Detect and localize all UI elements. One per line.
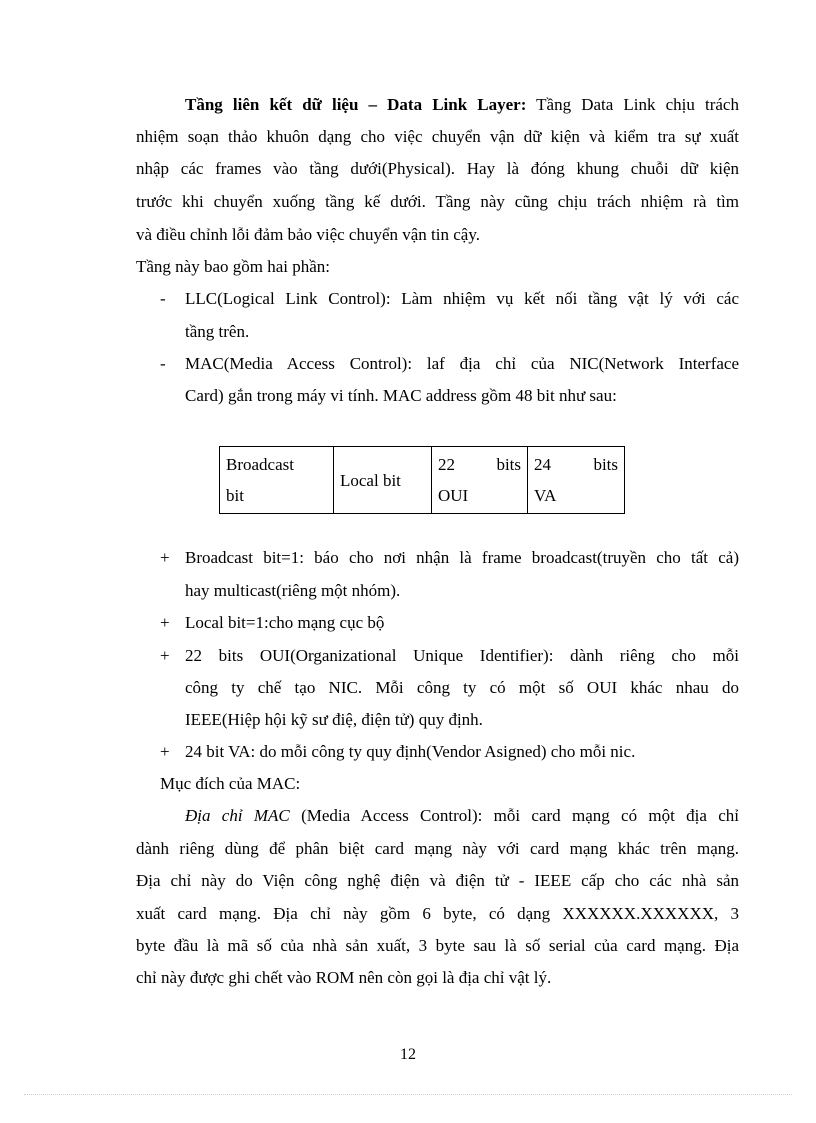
dash-item-2-line-1: MAC(Media Access Control): laf địa chỉ của NIC(Network Interface [185, 354, 739, 373]
cell-va-line-2: VA [534, 486, 557, 505]
footer-divider [24, 1094, 792, 1095]
plus-item-1-line-1: Broadcast bit=1: báo cho nơi nhận là frame broadcast(truyền cho tất cả) [185, 548, 739, 567]
plus-item-4-line-1: 24 bit VA: do mỗi công ty quy định(Vendor Asigned) cho mỗi nic. [185, 742, 636, 761]
dash-marker-2: - [160, 354, 166, 373]
cell-broadcast-line-1: Broadcast [226, 455, 294, 474]
para1-line-5: và điều chỉnh lỗi đảm bảo việc chuyển vận tin cậy. [136, 225, 480, 244]
cell-broadcast-line-2: bit [226, 486, 244, 505]
cell-oui-count: 22 [438, 455, 455, 474]
cell-oui-unit: bits [496, 455, 521, 474]
para1-line-3: nhập các frames vào tầng dưới(Physical). Hay là đóng khung chuỗi dữ kiện [136, 159, 739, 178]
para2-line-4: xuất card mạng. Địa chỉ này gồm 6 byte, có dạng XXXXXX.XXXXXX, 3 [136, 904, 739, 923]
para1-line-2: nhiệm soạn thảo khuôn dạng cho việc chuyển vận dữ kiện và kiểm tra sự xuất [136, 127, 739, 146]
page-number: 12 [400, 1046, 416, 1063]
para2-italic-term: Địa chỉ MAC [185, 806, 290, 825]
para1-line-1-text: Tầng Data Link chịu trách [526, 95, 739, 114]
dash-item-2-line-2: Card) gắn trong máy vi tính. MAC address gồm 48 bit như sau: [185, 386, 617, 405]
cell-oui-line-1 [438, 449, 521, 480]
cell-va [528, 447, 625, 514]
dash-item-1-line-1: LLC(Logical Link Control): Làm nhiệm vụ kết nối tầng vật lý với các [185, 289, 739, 308]
para2-line-3: Địa chỉ này do Viện công nghệ điện và điện tử - IEEE cấp cho các nhà sản [136, 871, 739, 890]
para2-line-2: dành riêng dùng để phân biệt card mạng này với card mạng khác trên mạng. [136, 839, 739, 858]
cell-local-bit [334, 447, 432, 514]
para1-line-1 [185, 93, 739, 117]
intro-line: Tầng này bao gồm hai phần: [136, 257, 331, 276]
para2-line-1-text: (Media Access Control): mỗi card mạng có một địa chỉ [289, 806, 740, 825]
para2-line-5: byte đầu là mã số của nhà sản xuất, 3 byte sau là số serial của card mạng. Địa [136, 936, 739, 955]
plus-marker-2: + [160, 613, 170, 632]
plus-marker-4: + [160, 742, 170, 761]
dash-item-1-line-2: tầng trên. [185, 322, 250, 341]
para2-line-6: chỉ này được ghi chết vào ROM nên còn gọi là địa chỉ vật lý. [136, 968, 552, 987]
plus-item-3-line-2: công ty chế tạo NIC. Mỗi công ty có một số OUI khác nhau do [185, 678, 739, 697]
plus-marker-3: + [160, 646, 170, 665]
cell-broadcast-bit [220, 447, 334, 514]
cell-local-text: Local bit [340, 470, 401, 490]
cell-va-line-1 [534, 449, 618, 480]
para1-line-4: trước khi chuyển xuống tầng kế dưới. Tầng này cũng chịu trách nhiệm rà tìm [136, 192, 739, 211]
plus-item-1-line-2: hay multicast(riêng một nhóm). [185, 581, 401, 600]
purpose-label: Mục đích của MAC: [160, 774, 301, 793]
dash-marker-1: - [160, 289, 166, 308]
cell-oui-line-2: OUI [438, 486, 469, 505]
plus-marker-1: + [160, 548, 170, 567]
cell-va-count: 24 [534, 455, 551, 474]
cell-va-unit: bits [593, 455, 618, 474]
plus-item-3-line-1: 22 bits OUI(Organizational Unique Identifier): dành riêng cho mỗi [185, 646, 739, 665]
cell-oui [432, 447, 528, 514]
para1-heading: Tầng liên kết dữ liệu – Data Link Layer: [185, 95, 527, 114]
plus-item-3-line-3: IEEE(Hiệp hội kỹ sư điệ, điện tử) quy định. [185, 710, 483, 729]
para2-line-1 [185, 804, 739, 828]
plus-item-2-line-1: Local bit=1:cho mạng cục bộ [185, 613, 385, 632]
mac-address-table [219, 446, 625, 514]
